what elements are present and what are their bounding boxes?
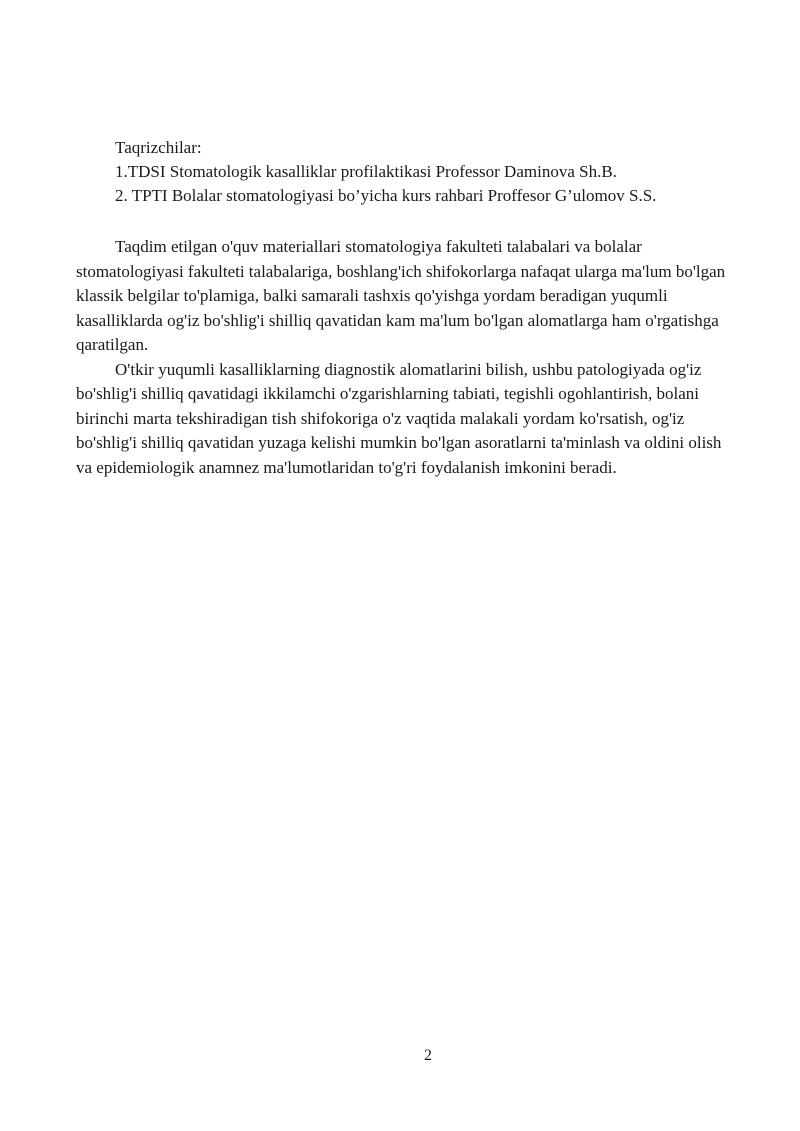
reviewer-item-1: 1.TDSI Stomatologik kasalliklar profilaktikasi Professor Daminova Sh.B. (115, 162, 617, 181)
paragraph-1: Taqdim etilgan o'quv materiallari stomatologiya fakulteti talabalari va bolalar stomatologiyasi fakulteti talabalariga, boshlang'ich shifokorlarga nafaqat ularga ma'lum bo'lgan klassik belgilar to'plamiga, balki samarali tashxis qo'yishga yordam beradigan yuqumli kasalliklarda og'iz bo'shlig'i shilliq qavatidan kam ma'lum bo'lgan alomatlarga ham o'rgatishga qaratilgan. (76, 237, 726, 354)
body-text (76, 235, 736, 480)
reviewers-heading: Taqrizchilar: (115, 138, 202, 157)
reviewers-block (115, 136, 755, 208)
reviewer-item-2: 2. TPTI Bolalar stomatologiyasi bo’yicha kurs rahbari Proffesor G’ulomov S.S. (115, 186, 657, 205)
page-number: 2 (424, 1047, 432, 1064)
paragraph-2: O'tkir yuqumli kasalliklarning diagnostik alomatlarini bilish, ushbu patologiyada og'iz bo'shlig'i shilliq qavatidagi ikkilamchi o'zgarishlarning tabiati, tegishli ogohlantirish, bolani birinchi marta tekshiradigan tish shifokoriga o'z vaqtida malakali yordam ko'rsatish, og'iz bo'shlig'i shilliq qavatidan yuzaga kelishi mumkin bo'lgan asoratlarni ta'minlash va oldini olish va epidemiologik anamnez ma'lumotlaridan to'g'ri foydalanish imkonini beradi. (76, 359, 722, 477)
